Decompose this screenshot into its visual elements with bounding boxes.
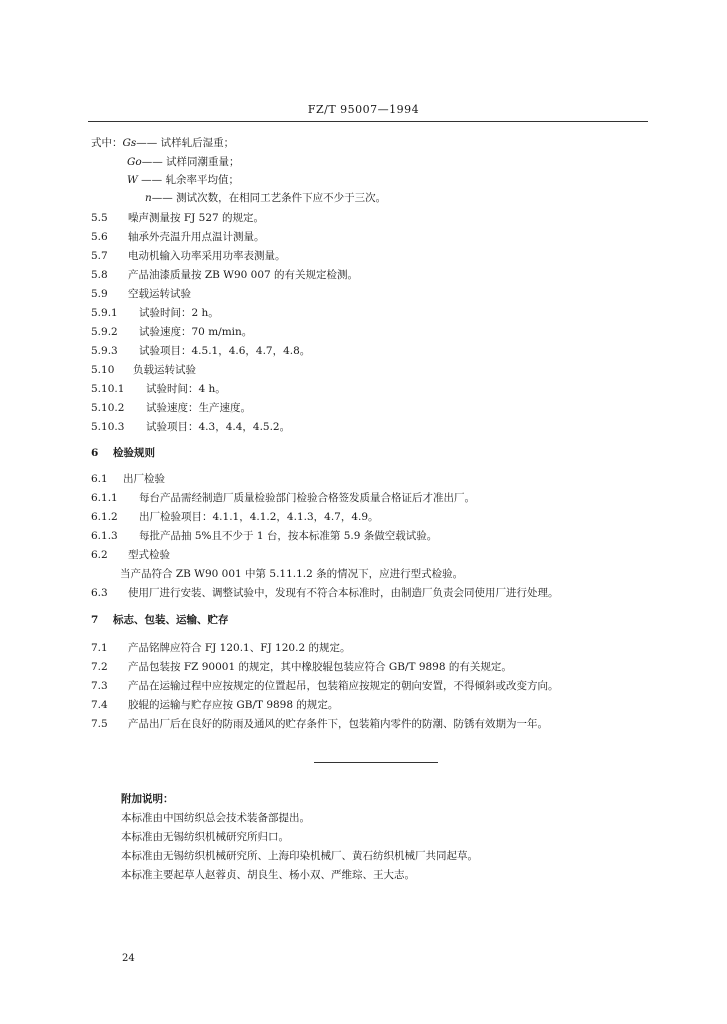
clause-number: 7.5 <box>91 718 108 730</box>
clause-text: 产品铭牌应符合 FJ 120.1、FJ 120.2 的规定。 <box>128 642 351 654</box>
formula-symbol: W <box>127 174 138 186</box>
section-title: 标志、包装、运输、贮存 <box>113 614 229 626</box>
clause-number: 7.3 <box>91 680 108 692</box>
appendix-line: 本标准主要起草人赵蓉贞、胡良生、杨小双、严维琮、王大志。 <box>121 869 415 881</box>
clause-number: 6.1 <box>91 473 108 485</box>
clause-text: 负载运转试验 <box>133 364 196 376</box>
clause-number: 5.9.1 <box>91 307 118 319</box>
clause-number: 5.5 <box>91 212 108 224</box>
clause-line <box>91 586 559 600</box>
clause-text: 产品出厂后在良好的防雨及通风的贮存条件下，包装箱内零件的防潮、防锈有效期为一年。 <box>128 718 548 730</box>
clause-text: 当产品符合 ZB W90 001 中第 5.11.1.2 条的情况下，应进行型式检验。 <box>120 568 464 580</box>
clause-text: 产品在运输过程中应按规定的位置起吊，包装箱应按规定的朝向安置，不得倾斜或改变方向。 <box>128 680 559 692</box>
clause-line <box>91 325 252 339</box>
appendix-title: 附加说明： <box>121 793 174 805</box>
appendix-line: 本标准由无锡纺织机械研究所归口。 <box>121 831 289 843</box>
clause-line <box>91 306 219 320</box>
clause-text: 试验速度：70 m/min。 <box>139 326 253 338</box>
clause-line <box>91 717 548 731</box>
clause-line <box>91 249 286 263</box>
clause-text: 产品油漆质量按 ZB W90 007 的有关规定检测。 <box>128 269 359 281</box>
clause-number: 6.1.3 <box>91 530 118 542</box>
clause-number: 5.6 <box>91 231 108 243</box>
clause-number: 5.7 <box>91 250 108 262</box>
clause-text: 空载运转试验 <box>128 288 191 300</box>
clause-number: 7.2 <box>91 661 108 673</box>
clause-line <box>91 698 338 712</box>
section-number: 6 <box>91 447 99 459</box>
formula-definition: —— 测试次数，在相同工艺条件下应不少于三次。 <box>151 192 387 204</box>
clause-text: 电动机输入功率采用功率表测量。 <box>128 250 286 262</box>
clause-line <box>91 641 350 655</box>
clause-text: 试验时间：2 h。 <box>139 307 219 319</box>
clause-number: 6.1.1 <box>91 492 118 504</box>
clause-number: 5.10 <box>91 364 115 376</box>
clause-number: 5.10.3 <box>91 421 125 433</box>
clause-line <box>91 472 165 486</box>
page-number: 24 <box>122 953 135 964</box>
formula-definition: —— 试样同潮重量； <box>141 156 240 168</box>
clause-line <box>91 529 437 543</box>
clause-number: 5.9.3 <box>91 345 118 357</box>
clause-text: 型式检验 <box>128 549 170 561</box>
clause-text: 使用厂进行安装、调整试验中，发现有不符合本标准时，由制造厂负责会同使用厂进行处理。 <box>128 587 559 599</box>
clause-number: 5.9.2 <box>91 326 118 338</box>
clause-number: 5.10.1 <box>91 383 125 395</box>
clause-number: 6.3 <box>91 587 108 599</box>
clause-number: 5.10.2 <box>91 402 125 414</box>
clause-line <box>91 268 358 282</box>
clause-line <box>91 401 251 415</box>
clause-text: 每台产品需经制造厂质量检验部门检验合格签发质量合格证后才准出厂。 <box>139 492 475 504</box>
clause-line <box>120 567 463 581</box>
clause-line <box>91 211 264 225</box>
clause-text: 试验项目：4.3，4.4，4.5.2。 <box>146 421 291 433</box>
clause-line <box>91 510 379 524</box>
standard-code-header: FZ/T 95007—1994 <box>307 103 420 116</box>
formula-def-line <box>127 173 239 187</box>
clause-line <box>91 382 226 396</box>
clause-text: 出厂检验 <box>123 473 165 485</box>
clause-text: 每批产品抽 5%且不少于 1 台，按本标准第 5.9 条做空载试验。 <box>139 530 438 542</box>
clause-text: 轴承外壳温升用点温计测量。 <box>128 231 265 243</box>
clause-text: 胶辊的运输与贮存应按 GB/T 9898 的规定。 <box>128 699 339 711</box>
section-heading <box>91 446 155 460</box>
formula-symbol: Gs <box>122 137 137 149</box>
clause-number: 5.8 <box>91 269 108 281</box>
clause-line <box>91 679 559 693</box>
clause-text: 试验速度：生产速度。 <box>146 402 251 414</box>
clause-line <box>91 548 170 562</box>
clause-line <box>91 344 310 358</box>
clause-number: 6.1.2 <box>91 511 118 523</box>
header-rule <box>88 121 648 122</box>
clause-text: 产品包装按 FZ 90001 的规定，其中橡胶辊包装应符合 GB/T 9898 的有关规定。 <box>128 661 512 673</box>
clause-line <box>91 491 475 505</box>
clause-text: 试验项目：4.5.1，4.6，4.7，4.8。 <box>139 345 311 357</box>
appendix-line: 本标准由无锡纺织机械研究所、上海印染机械厂、黄石纺织机械厂共同起草。 <box>121 850 478 862</box>
formula-symbol: n <box>145 192 152 204</box>
formula-intro: 式中：Gs—— 试样轧后湿重； <box>91 137 235 149</box>
clause-text: 试验时间：4 h。 <box>146 383 226 395</box>
clause-line <box>91 287 191 301</box>
end-divider <box>314 762 438 763</box>
formula-def-line <box>145 191 386 205</box>
clause-number: 6.2 <box>91 549 108 561</box>
clause-number: 5.9 <box>91 288 108 300</box>
clause-line <box>91 363 196 377</box>
clause-line <box>91 230 265 244</box>
formula-definition: —— 试样轧后湿重； <box>136 137 235 149</box>
clause-text: 出厂检验项目：4.1.1，4.1.2，4.1.3，4.7，4.9。 <box>139 511 379 523</box>
formula-definition: —— 轧余率平均值； <box>137 174 239 186</box>
section-title: 检验规则 <box>113 447 155 459</box>
clause-line <box>91 420 290 434</box>
section-heading <box>91 613 229 627</box>
clause-text: 噪声测量按 FJ 527 的规定。 <box>128 212 265 224</box>
section-number: 7 <box>91 614 99 626</box>
formula-def-line <box>127 155 240 169</box>
appendix-line: 本标准由中国纺织总会技术装备部提出。 <box>121 812 310 824</box>
formula-symbol: Go <box>127 156 142 168</box>
clause-number: 7.4 <box>91 699 108 711</box>
clause-number: 7.1 <box>91 642 108 654</box>
clause-line <box>91 660 512 674</box>
